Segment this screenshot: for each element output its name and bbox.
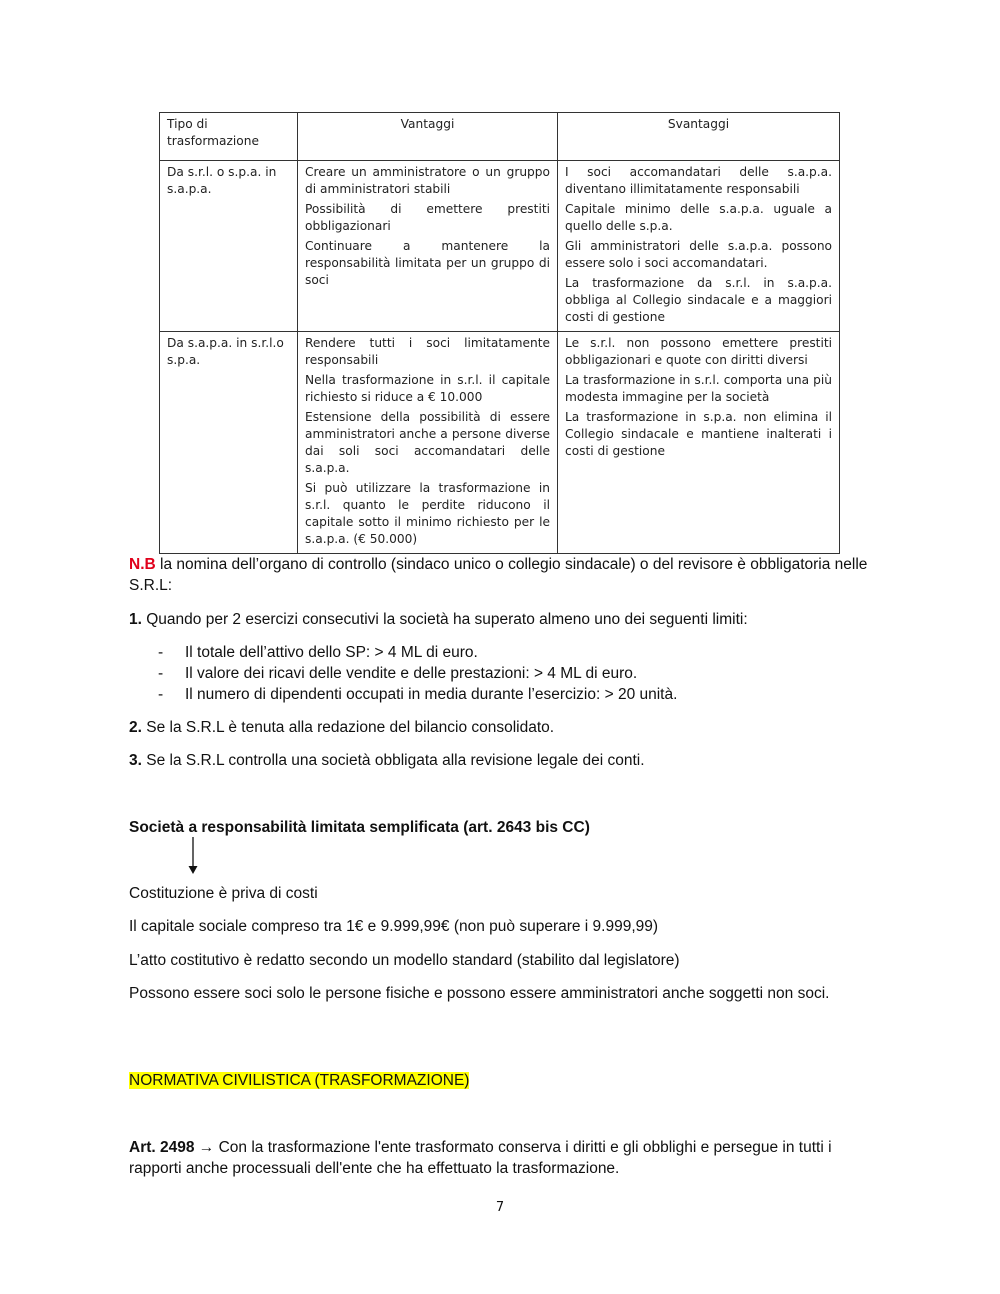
- down-arrow-icon: [185, 837, 201, 877]
- svantaggio-item: Gli amministratori delle s.a.p.a. possono essere solo i soci accomandatari.: [565, 239, 832, 270]
- art-paragraph: [129, 1137, 864, 1179]
- srls-line: L’atto costitutivo è redatto secondo un modello standard (stabilito dal legislatore): [129, 952, 680, 969]
- srls-line: Il capitale sociale compreso tra 1€ e 9.999,99€ (non può superare i 9.999,99): [129, 918, 659, 935]
- bullet-dash: -: [158, 665, 164, 682]
- header-svantaggi: Svantaggi: [558, 113, 840, 161]
- point-text: Quando per 2 esercizi consecutivi la società ha superato almeno uno dei seguenti limiti:: [141, 611, 748, 628]
- normativa-highlight: NORMATIVA CIVILISTICA (TRASFORMAZIONE): [129, 1072, 470, 1089]
- header-vantaggi: Vantaggi: [298, 113, 558, 161]
- point-number: 2.: [129, 719, 142, 736]
- srls-title: Società a responsabilità limitata semplificata (art. 2643 bis CC): [129, 819, 590, 836]
- vantaggio-item: Continuare a mantenere la responsabilità limitata per un gruppo di soci: [305, 239, 550, 287]
- bullet-dash: -: [158, 686, 164, 703]
- svantaggio-item: La trasformazione in s.r.l. comporta una più modesta immagine per la società: [565, 373, 832, 404]
- point-text: Se la S.R.L è tenuta alla redazione del bilancio consolidato.: [141, 719, 555, 736]
- limit-item: Il valore dei ricavi delle vendite e delle prestazioni: > 4 ML di euro.: [185, 665, 638, 682]
- point-text: Se la S.R.L controlla una società obbligata alla revisione legale dei conti.: [141, 752, 645, 769]
- header-tipo: Tipo di trasformazione: [160, 113, 298, 161]
- srls-line: Possono essere soci solo le persone fisiche e possono essere amministratori anche soggetti non soci.: [129, 985, 830, 1002]
- svantaggio-item: La trasformazione da s.r.l. in s.a.p.a. obbliga al Collegio sindacale e a maggiori costi di gestione: [565, 276, 832, 324]
- vantaggio-item: Creare un amministratore o un gruppo di amministratori stabili: [305, 165, 550, 196]
- vantaggio-item: Si può utilizzare la trasformazione in s.r.l. quanto le perdite riducono il capitale sotto il minimo richiesto per le s.a.p.a. (€ 50.000): [305, 481, 550, 546]
- svantaggio-item: Capitale minimo delle s.a.p.a. uguale a quello delle s.p.a.: [565, 202, 832, 233]
- cell-svantaggi: [558, 161, 840, 332]
- svantaggio-item: Le s.r.l. non possono emettere prestiti obbligazionari e quote con diritti diversi: [565, 336, 832, 367]
- vantaggio-item: Possibilità di emettere prestiti obbligazionari: [305, 202, 550, 233]
- point-number: 3.: [129, 752, 142, 769]
- svantaggio-item: I soci accomandatari delle s.a.p.a. diventano illimitatamente responsabili: [565, 165, 832, 196]
- cell-vantaggi: [298, 332, 558, 554]
- bullet-dash: -: [158, 644, 164, 661]
- table-header-row: [160, 113, 840, 161]
- srls-line: Costituzione è priva di costi: [129, 885, 318, 902]
- nb-paragraph: [129, 554, 869, 596]
- cell-tipo: Da s.r.l. o s.p.a. in s.a.p.a.: [160, 161, 298, 332]
- table-row: [160, 332, 840, 554]
- point-1: [129, 609, 869, 630]
- cell-tipo: Da s.a.p.a. in s.r.l.o s.p.a.: [160, 332, 298, 554]
- right-arrow-icon: →: [194, 1139, 219, 1156]
- vantaggio-item: Rendere tutti i soci limitatamente responsabili: [305, 336, 550, 367]
- svantaggio-item: La trasformazione in s.p.a. non elimina il Collegio sindacale e mantiene inalterati i costi di gestione: [565, 410, 832, 458]
- limit-item: Il numero di dipendenti occupati in media durante l’esercizio: > 20 unità.: [185, 686, 678, 703]
- table-row: [160, 161, 840, 332]
- point-2: [129, 717, 869, 738]
- normativa-heading: [129, 1070, 869, 1091]
- cell-vantaggi: [298, 161, 558, 332]
- art-text: Con la trasformazione l'ente trasformato conserva i diritti e gli obblighi e persegue in tutti i rapporti anche processuali dell'ente che ha effettuato la trasformazione.: [129, 1139, 832, 1177]
- cell-svantaggi: [558, 332, 840, 554]
- page-number: 7: [495, 1200, 505, 1215]
- nb-text: la nomina dell’organo di controllo (sindaco unico o collegio sindacale) o del revisore è obbligatoria nelle S.R.L:: [129, 556, 868, 594]
- transformation-table: [159, 112, 840, 554]
- point-3: [129, 750, 869, 771]
- point-number: 1.: [129, 611, 142, 628]
- art-label: Art. 2498: [129, 1139, 195, 1156]
- limit-item: Il totale dell’attivo dello SP: > 4 ML di euro.: [185, 644, 478, 661]
- nb-label: N.B: [129, 556, 156, 573]
- vantaggio-item: Estensione della possibilità di essere amministratori anche a persone diverse dai soli soci accomandatari delle s.a.p.a.: [305, 410, 550, 475]
- vantaggio-item: Nella trasformazione in s.r.l. il capitale richiesto si riduce a € 10.000: [305, 373, 550, 404]
